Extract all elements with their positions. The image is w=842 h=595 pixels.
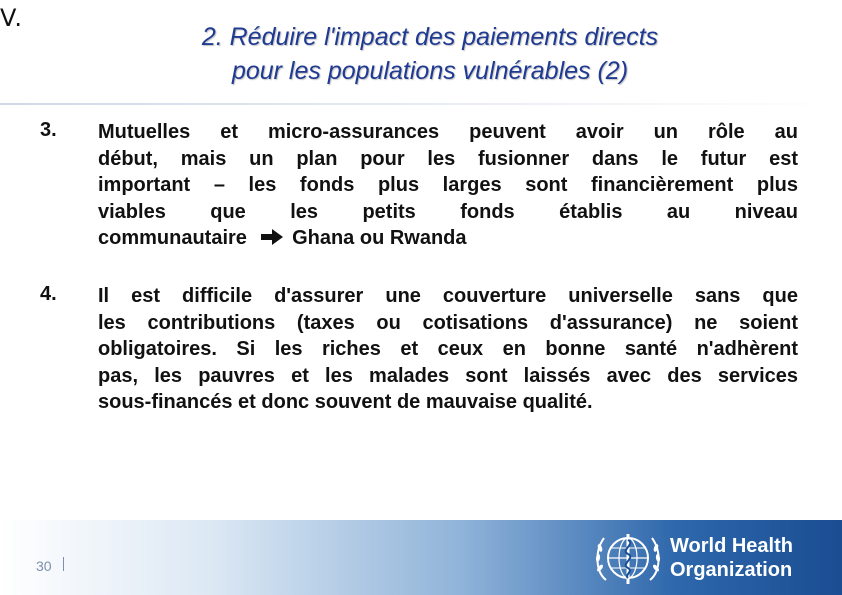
who-name [670,534,793,582]
item-line: Mutuelles et micro-assurances peuvent avoir un rôle au [98,121,798,143]
item-line: début, mais un plan pour les fusionner dans le futur est [98,147,798,170]
item-line: viables que les petits fonds établis au niveau [98,200,798,223]
item-text [98,119,798,252]
item-number: 3. [40,119,57,141]
item-number: 4. [40,283,57,305]
who-name-line-2: Organization [670,559,793,581]
item-line-before-arrow: communautaire [98,227,247,250]
section-roman-numeral: V. [0,4,23,32]
item-line-after-arrow: Ghana ou Rwanda [292,227,467,250]
page-number: 30 [36,558,52,574]
slide-title [110,20,750,88]
page-number-separator [63,557,64,571]
title-line-2: pour les populations vulnérables (2) [231,57,629,85]
item-line: Il est difficile d'assurer une couverture universelle sans que [98,285,798,307]
item-line: les contributions (taxes ou cotisations d'assurance) ne soient [98,311,798,334]
who-name-line-1: World Health [670,535,793,557]
item-line: pas, les pauvres et les malades sont laissés avec des services [98,364,798,387]
who-emblem-icon [592,528,664,588]
item-line: obligatoires. Si les riches et ceux en bonne santé n'adhèrent [98,338,798,361]
item-line: important – les fonds plus larges sont financièrement plus [98,174,798,197]
item-text [98,283,798,416]
title-divider [0,103,842,105]
title-line-1: 2. Réduire l'impact des paiements directs [201,23,659,51]
right-arrow-icon [261,226,285,253]
item-line-last [98,225,798,252]
item-line: sous-financés et donc souvent de mauvaise qualité. [98,391,593,414]
